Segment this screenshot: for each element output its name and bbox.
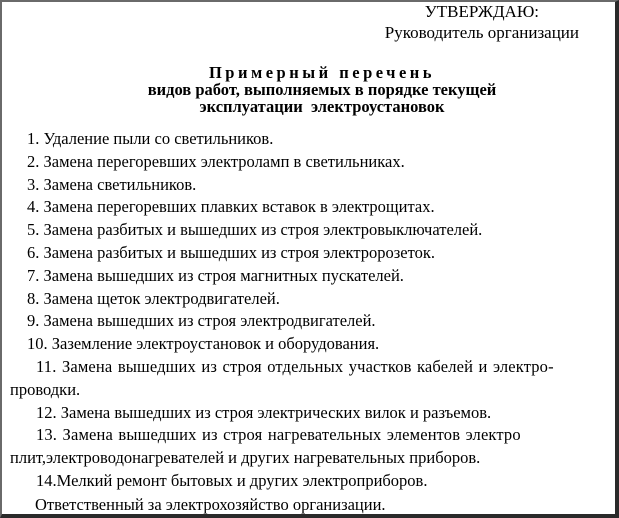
list-item: 4. Замена перегоревших плавких вставок в электрощитах. (27, 197, 435, 217)
approval-stamp (385, 2, 579, 43)
list-item: 3. Замена светильников. (27, 174, 197, 194)
list-item: 7. Замена вышедших из строя магнитных пускателей. (27, 265, 404, 285)
list-item-continuation: плит,электроводонагревателей и других нагревательных приборов. (10, 448, 481, 468)
approval-word: УТВЕРЖДАЮ: (424, 2, 540, 21)
list-item: 1. Удаление пыли со светильников. (27, 129, 274, 148)
list-item: 14.Мелкий ремонт бытовых и других электроприборов. (36, 470, 428, 490)
list-item: 6. Замена разбитых и вышедших из строя электророзеток. (27, 242, 435, 262)
list-item-continuation: проводки. (10, 379, 81, 399)
list-item: 10. Заземление электроустановок и оборудования. (27, 334, 380, 354)
title-line-2: видов работ, выполняемых в порядке текущей (147, 80, 497, 99)
list-item: 11. Замена вышедших из строя отдельных участков кабелей и электро- (36, 356, 554, 376)
list-item: 12. Замена вышедших из строя электрических вилок и разъемов. (36, 402, 492, 422)
title-line-3: эксплуатации электроустановок (199, 97, 445, 116)
responsible-person-line: Ответственный за электрохозяйство организации. (35, 495, 386, 514)
approval-position: Руководитель организации (384, 23, 579, 42)
list-item: 8. Замена щеток электродвигателей. (27, 288, 280, 308)
title-line-1: Примерный перечень (208, 63, 436, 82)
list-item: 5. Замена разбитых и вышедших из строя электровыключателей. (27, 220, 483, 240)
list-item: 2. Замена перегоревших электроламп в светильниках. (27, 151, 405, 171)
work-list (10, 128, 610, 493)
document-title (92, 64, 552, 115)
list-item: 13. Замена вышедших из строя нагревательных элементов электро (36, 425, 521, 445)
list-item: 9. Замена вышедших из строя электродвигателей. (27, 311, 376, 331)
